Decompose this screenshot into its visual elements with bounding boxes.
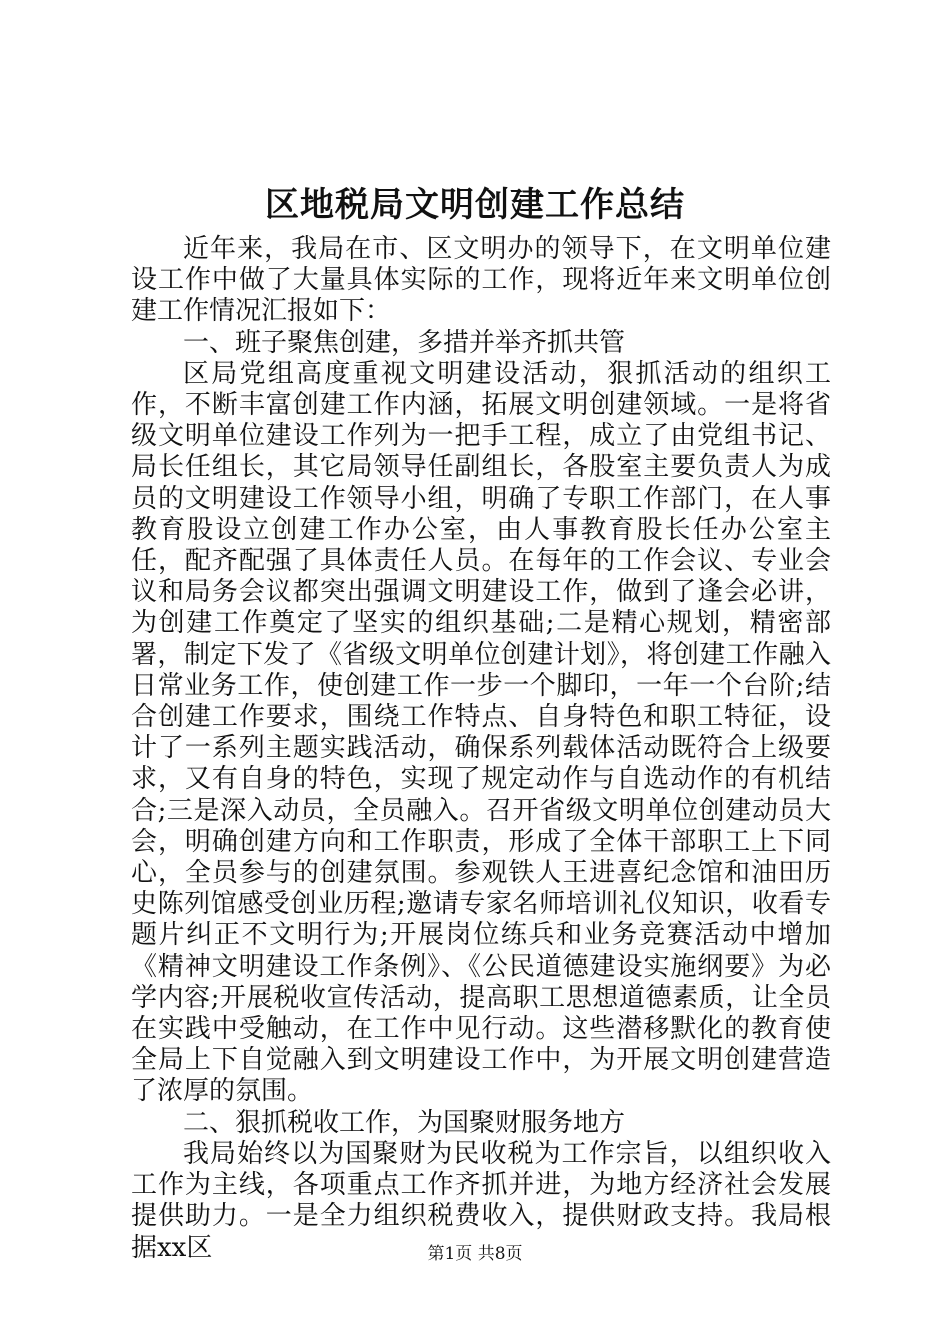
section-heading-2: 二、狠抓税收工作，为国聚财服务地方: [183, 1107, 626, 1138]
document-body: [131, 234, 831, 1264]
section-2-paragraph: 我局始终以为国聚财为民收税为工作宗旨，以组织收入工作为主线，各项重点工作齐抓并进，为地方经济社会发展提供助力。一是全力组织税费收入，提供财政支持。我局根据xx区: [131, 1138, 831, 1263]
section-heading-1: 一、班子聚焦创建，多措并举齐抓共管: [183, 327, 626, 358]
page-title: 区地税局文明创建工作总结: [265, 185, 685, 225]
page-footer: 第1页 共8页: [427, 1244, 523, 1264]
intro-paragraph: 近年来，我局在市、区文明办的领导下，在文明单位建设工作中做了大量具体实际的工作，现将近年来文明单位创建工作情况汇报如下：: [131, 234, 831, 327]
section-1-paragraph: 区局党组高度重视文明建设活动，狠抓活动的组织工作，不断丰富创建工作内涵，拓展文明创建领域。一是将省级文明单位建设工作列为一把手工程，成立了由党组书记、局长任组长，其它局领导任副组长，各股室主要负责人为成员的文明建设工作领导小组，明确了专职工作部门，在人事教育股设立创建工作办公室，由人事教育股长任办公室主任，配齐配强了具体责任人员。在每年的工作会议、专业会议和局务会议都突出强调文明建设工作，做到了逢会必讲，为创建工作奠定了坚实的组织基础;二是精心规划，精密部署，制定下发了《省级文明单位创建计划》，将创建工作融入日常业务工作，使创建工作一步一个脚印，一年一个台阶;结合创建工作要求，围绕工作特点、自身特色和职工特征，设计了一系列主题实践活动，确保系列载体活动既符合上级要求，又有自身的特色，实现了规定动作与自选动作的有机结合;三是深入动员，全员融入。召开省级文明单位创建动员大会，明确创建方向和工作职责，形成了全体干部职工上下同心，全员参与的创建氛围。参观铁人王进喜纪念馆和油田历史陈列馆感受创业历程;邀请专家名师培训礼仪知识，收看专题片纠正不文明行为;开展岗位练兵和业务竞赛活动中增加《精神文明建设工作条例》、《公民道德建设实施纲要》为必学内容;开展税收宣传活动，提高职工思想道德素质，让全员在实践中受触动，在工作中见行动。这些潜移默化的教育使全局上下自觉融入到文明建设工作中，为开展文明创建营造了浓厚的氛围。: [131, 358, 831, 1107]
